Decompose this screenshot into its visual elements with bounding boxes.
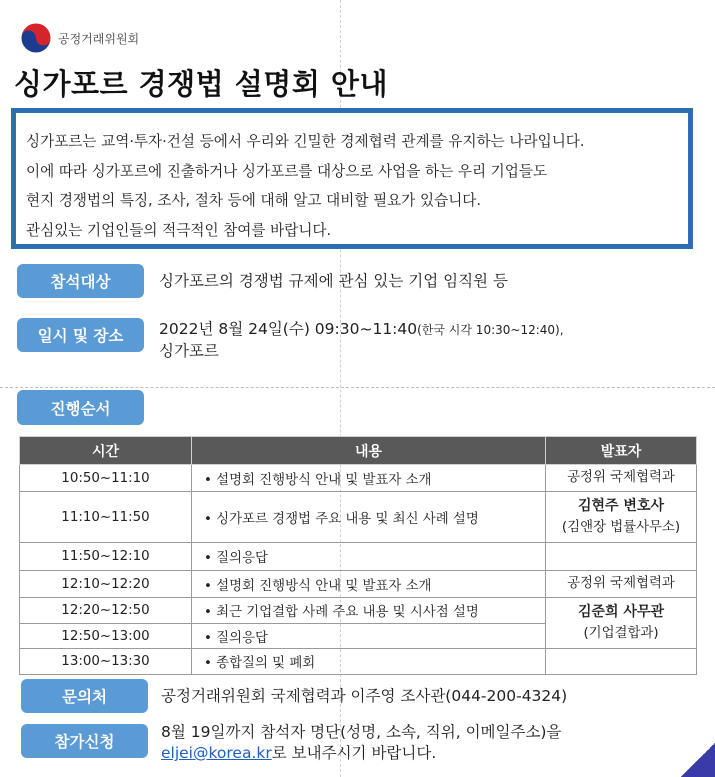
- row-content: • 최근 기업결합 사례 주요 내용 및 시사점 설명: [192, 598, 546, 624]
- row-time: 13:00~13:30: [20, 649, 192, 675]
- schedule-label: 일시 및 장소: [17, 318, 144, 352]
- program-table: [19, 436, 697, 675]
- presenter-org: (김앤장 법률사무소): [561, 520, 681, 535]
- table-row: [20, 465, 697, 492]
- register-info: [161, 722, 561, 764]
- attendees-label: 참석대상: [17, 264, 144, 298]
- schedule-date-line: [159, 319, 564, 341]
- row-presenter: 공정위 국제협력과: [546, 571, 697, 598]
- row-content: • 설명회 진행방식 안내 및 발표자 소개: [192, 571, 546, 598]
- row-presenter: [546, 543, 697, 571]
- intro-line: 이에 따라 싱가포르에 진출하거나 싱가포르를 대상으로 사업을 하는 우리 기업들도: [26, 162, 548, 180]
- presenter-name: 김현주 변호사: [577, 498, 665, 514]
- row-time: 11:50~12:10: [20, 543, 192, 571]
- program-label: 진행순서: [17, 390, 144, 425]
- org-name: 공정거래위원회: [58, 31, 140, 46]
- row-time: 12:50~13:00: [20, 624, 192, 649]
- contact-label: 문의처: [21, 679, 148, 713]
- row-time: 10:50~11:10: [20, 465, 192, 492]
- row-content: • 싱가포르 경쟁법 주요 내용 및 최신 사례 설명: [192, 492, 546, 543]
- intro-line: 관심있는 기업인들의 적극적인 참여를 바랍니다.: [26, 221, 332, 239]
- row-time: 12:20~12:50: [20, 598, 192, 624]
- guide-line: [0, 387, 715, 388]
- page-title: 싱가포르 경쟁법 설명회 안내: [14, 67, 388, 101]
- row-presenter: [546, 649, 697, 675]
- corner-decoration: [681, 743, 715, 777]
- row-presenter: 공정위 국제협력과: [546, 465, 697, 492]
- column-header-presenter: 발표자: [546, 437, 697, 465]
- table-header-row: [20, 437, 697, 465]
- table-row: [20, 649, 697, 675]
- column-header-content: 내용: [192, 437, 546, 465]
- intro-box: [11, 108, 693, 249]
- intro-line: 싱가포르는 교역·투자·건설 등에서 우리와 긴밀한 경제협력 관계를 유지하는 나라입니다.: [26, 133, 585, 150]
- row-content: • 질의응답: [192, 624, 546, 649]
- contact-text: 공정거래위원회 국제협력과 이주영 조사관(044-200-4324): [161, 687, 568, 705]
- schedule-place: 싱가포르: [159, 342, 219, 360]
- presenter-org: (기업결합과): [583, 626, 659, 641]
- register-line: 8월 19일까지 참석자 명단(성명, 소속, 직위, 이메일주소)을: [161, 723, 562, 741]
- schedule-date: 2022년 8월 24일(수) 09:30~11:40: [159, 320, 418, 338]
- table-row: [20, 543, 697, 571]
- row-presenter: [546, 598, 697, 649]
- register-line-rest: 로 보내주시기 바랍니다.: [271, 744, 437, 762]
- org-logo: [20, 22, 139, 54]
- column-header-time: 시간: [20, 437, 192, 465]
- presenter-name: 김준희 사무관: [577, 604, 665, 620]
- row-presenter: [546, 492, 697, 543]
- register-line: [161, 743, 561, 764]
- schedule-info: [159, 319, 564, 362]
- table-row: [20, 492, 697, 543]
- row-time: 11:10~11:50: [20, 492, 192, 543]
- row-time: 12:10~12:20: [20, 571, 192, 598]
- table-row: [20, 598, 697, 624]
- table-row: [20, 571, 697, 598]
- intro-line: 현지 경쟁법의 특징, 조사, 절차 등에 대해 알고 대비할 필요가 있습니다.: [26, 192, 482, 209]
- row-content: • 질의응답: [192, 543, 546, 571]
- taegeuk-logo-icon: [20, 22, 52, 54]
- register-email-link[interactable]: eljei@korea.kr: [161, 744, 272, 762]
- row-content: • 종합질의 및 폐회: [192, 649, 546, 675]
- attendees-text: 싱가포르의 경쟁법 규제에 관심 있는 기업 임직원 등: [159, 272, 508, 290]
- row-content: • 설명회 진행방식 안내 및 발표자 소개: [192, 465, 546, 492]
- schedule-local-time: (한국 시각 10:30~12:40),: [417, 323, 564, 337]
- register-label: 참가신청: [21, 724, 148, 758]
